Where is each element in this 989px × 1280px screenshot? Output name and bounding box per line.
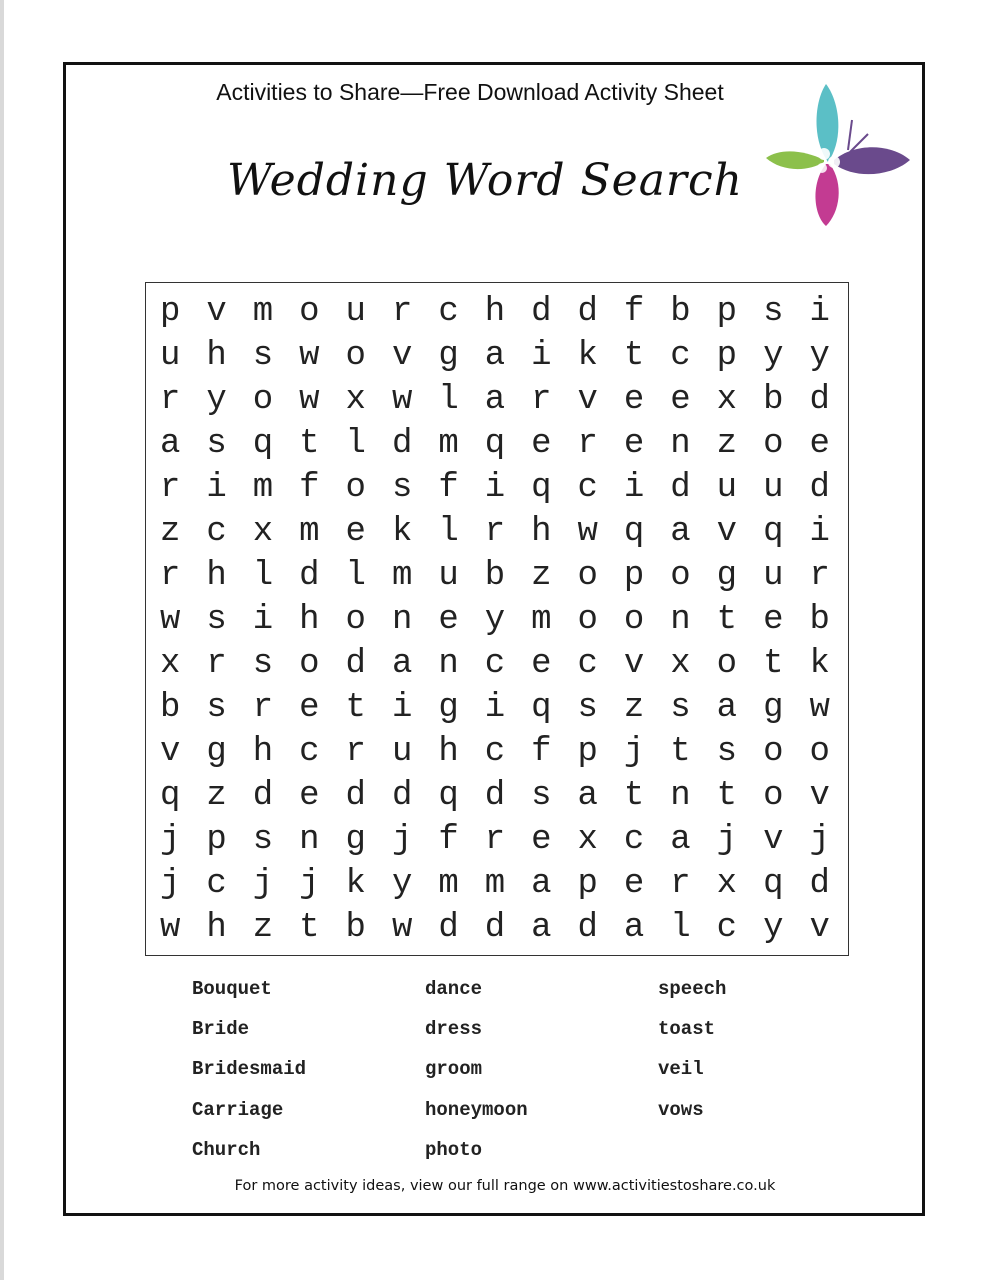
grid-letter: r [391, 293, 413, 331]
grid-letter: z [159, 513, 181, 551]
grid-letter: c [206, 865, 227, 903]
grid-letter: a [577, 777, 598, 815]
grid-letter: u [345, 293, 366, 331]
grid-letter: o [716, 645, 738, 683]
grid-letter: c [484, 645, 506, 683]
grid-letter: p [159, 293, 181, 331]
grid-letter: i [623, 469, 645, 507]
grid-letter: s [577, 689, 598, 727]
grid-letter: n [438, 645, 459, 683]
grid-letter: v [623, 645, 645, 683]
grid-letter: q [763, 865, 784, 903]
grid-letter: q [623, 513, 645, 551]
grid-letter: w [391, 909, 413, 947]
grid-letter: h [299, 601, 320, 639]
grid-letter: v [206, 293, 227, 331]
grid-letter: r [531, 381, 552, 419]
word-list [192, 974, 812, 1174]
grid-letter: r [159, 469, 181, 507]
grid-letter: n [391, 601, 413, 639]
grid-letter: o [763, 733, 784, 771]
grid-letter: c [577, 469, 598, 507]
word-column-2 [425, 974, 528, 1175]
grid-letter: j [159, 821, 181, 859]
logo-petal-bottom [815, 164, 838, 226]
grid-letter: d [577, 909, 598, 947]
word-column-1 [192, 974, 306, 1175]
grid-row [146, 554, 843, 598]
grid-letter: o [299, 645, 320, 683]
grid-letter: t [716, 777, 738, 815]
grid-letter: q [531, 469, 552, 507]
grid-letter: u [763, 557, 784, 595]
grid-letter: h [438, 733, 459, 771]
grid-letter: j [391, 821, 413, 859]
grid-letter: q [159, 777, 181, 815]
grid-letter: h [206, 557, 227, 595]
grid-letter: w [577, 513, 598, 551]
grid-letter: d [809, 469, 830, 507]
grid-letter: o [345, 469, 366, 507]
grid-letter: c [623, 821, 645, 859]
grid-letter: r [345, 733, 366, 771]
grid-letter: v [809, 909, 830, 947]
logo-petal-left [766, 151, 824, 169]
grid-letter: c [206, 513, 227, 551]
grid-row [146, 818, 843, 862]
grid-letter: b [670, 293, 691, 331]
logo-petal-right [834, 147, 910, 174]
grid-letter: r [809, 557, 830, 595]
grid-letter: s [252, 645, 274, 683]
grid-letter: y [763, 337, 784, 375]
grid-letter: p [716, 293, 738, 331]
grid-letter: z [206, 777, 227, 815]
grid-row [146, 774, 843, 818]
grid-letter: d [299, 557, 320, 595]
grid-letter: f [438, 469, 459, 507]
grid-letter: a [623, 909, 645, 947]
grid-letter: u [438, 557, 459, 595]
grid-letter: z [252, 909, 274, 947]
word-item: Bridesmaid [192, 1058, 307, 1081]
grid-letter: n [670, 777, 691, 815]
grid-letter: e [531, 425, 552, 463]
grid-letter: c [670, 337, 691, 375]
grid-letter: t [716, 601, 738, 639]
grid-letter: y [763, 909, 784, 947]
grid-letter: p [623, 557, 645, 595]
grid-letter: g [438, 337, 459, 375]
grid-letter: b [763, 381, 784, 419]
grid-letter: b [345, 909, 366, 947]
grid-letter: w [809, 689, 830, 727]
grid-letter: q [763, 513, 784, 551]
grid-letter: o [345, 337, 366, 375]
grid-letter: g [438, 689, 459, 727]
grid-letter: p [206, 821, 227, 859]
grid-letter: s [716, 733, 738, 771]
grid-letter: s [531, 777, 552, 815]
grid-letter: d [391, 425, 413, 463]
word-item: honeymoon [425, 1098, 528, 1121]
grid-letter: l [345, 557, 366, 595]
grid-letter: j [299, 865, 320, 903]
grid-letter: l [438, 381, 459, 419]
grid-letter: t [670, 733, 691, 771]
grid-letter: y [391, 865, 413, 903]
grid-letter: m [391, 557, 413, 595]
grid-letter: d [391, 777, 413, 815]
grid-letter: a [531, 865, 552, 903]
grid-letter: w [159, 909, 181, 947]
grid-letter: r [252, 689, 274, 727]
grid-letter: j [623, 733, 645, 771]
grid-letter: m [484, 865, 506, 903]
grid-row [146, 334, 843, 378]
grid-letter: f [623, 293, 645, 331]
grid-row [146, 906, 843, 950]
grid-letter: r [670, 865, 691, 903]
grid-letter: t [345, 689, 366, 727]
grid-letter: l [345, 425, 366, 463]
grid-row [146, 598, 843, 642]
grid-letter: x [159, 645, 181, 683]
grid-letter: s [206, 425, 227, 463]
grid-letter: k [391, 513, 413, 551]
grid-letter: r [206, 645, 227, 683]
grid-letter: q [438, 777, 459, 815]
grid-letter: c [484, 733, 506, 771]
grid-letter: z [531, 557, 552, 595]
grid-letter: v [763, 821, 784, 859]
grid-letter: x [716, 865, 738, 903]
grid-letter: v [809, 777, 830, 815]
grid-letter: s [391, 469, 413, 507]
grid-letter: b [159, 689, 181, 727]
grid-letter: e [299, 777, 320, 815]
grid-letter: y [206, 381, 227, 419]
grid-letter: y [484, 601, 506, 639]
grid-letter: k [345, 865, 366, 903]
grid-row [146, 642, 843, 686]
grid-letter: w [299, 381, 320, 419]
grid-letter: e [531, 821, 552, 859]
grid-letter: i [252, 601, 274, 639]
grid-letter: o [345, 601, 366, 639]
grid-letter: o [763, 777, 784, 815]
grid-letter: n [670, 601, 691, 639]
grid-letter: a [716, 689, 738, 727]
grid-letter: d [345, 645, 366, 683]
grid-letter: u [391, 733, 413, 771]
grid-row [146, 862, 843, 906]
grid-letter: g [206, 733, 227, 771]
grid-letter: f [531, 733, 552, 771]
grid-letter: x [716, 381, 738, 419]
grid-letter: p [577, 865, 598, 903]
grid-letter: c [577, 645, 598, 683]
grid-letter: e [623, 381, 645, 419]
grid-letter: j [159, 865, 181, 903]
grid-letter: t [623, 337, 645, 375]
grid-letter: j [252, 865, 274, 903]
grid-letter: d [809, 865, 830, 903]
grid-letter: e [299, 689, 320, 727]
grid-row [146, 290, 843, 334]
grid-letter: m [252, 293, 274, 331]
grid-letter: p [716, 337, 738, 375]
grid-letter: s [252, 337, 274, 375]
grid-letter: r [577, 425, 598, 463]
grid-letter: s [763, 293, 784, 331]
grid-letter: x [577, 821, 598, 859]
grid-letter: e [438, 601, 459, 639]
grid-letter: a [484, 381, 506, 419]
grid-letter: e [531, 645, 552, 683]
butterfly-logo-icon [764, 80, 912, 230]
grid-letter: d [438, 909, 459, 947]
grid-letter: d [252, 777, 274, 815]
grid-letter: p [577, 733, 598, 771]
grid-letter: d [345, 777, 366, 815]
grid-letter: t [299, 425, 320, 463]
grid-letter: o [577, 601, 598, 639]
grid-letter: y [809, 337, 830, 375]
grid-letter: l [438, 513, 459, 551]
grid-letter: v [716, 513, 738, 551]
grid-letter: l [252, 557, 274, 595]
grid-letter: x [670, 645, 691, 683]
grid-letter: i [809, 513, 830, 551]
grid-letter: h [531, 513, 552, 551]
grid-letter: e [670, 381, 691, 419]
grid-letter: i [391, 689, 413, 727]
grid-row [146, 466, 843, 510]
grid-letter: r [159, 557, 181, 595]
word-item: photo [425, 1138, 483, 1161]
word-item: dress [425, 1018, 483, 1041]
grid-letter: f [299, 469, 320, 507]
page-title: Wedding Word Search [227, 155, 743, 206]
grid-letter: w [391, 381, 413, 419]
grid-letter: w [299, 337, 320, 375]
grid-letter: r [484, 821, 506, 859]
grid-letter: r [484, 513, 506, 551]
grid-letter: i [484, 689, 506, 727]
grid-letter: i [531, 337, 552, 375]
grid-letter: h [206, 909, 227, 947]
grid-letter: e [763, 601, 784, 639]
grid-letter: s [252, 821, 274, 859]
grid-letter: o [252, 381, 274, 419]
grid-letter: m [252, 469, 274, 507]
word-item: Church [192, 1138, 261, 1161]
grid-letter: a [670, 821, 691, 859]
grid-letter: o [623, 601, 645, 639]
grid-letter: m [299, 513, 320, 551]
grid-letter: c [299, 733, 320, 771]
grid-letter: m [438, 425, 459, 463]
grid-letter: d [809, 381, 830, 419]
grid-letter: u [159, 337, 181, 375]
grid-letter: i [484, 469, 506, 507]
grid-letter: q [531, 689, 552, 727]
grid-letter: b [484, 557, 506, 595]
word-item: Bouquet [192, 978, 272, 1000]
grid-letter: x [345, 381, 366, 419]
grid-letter: s [206, 601, 227, 639]
word-item: Bride [192, 1018, 250, 1041]
grid-letter: z [716, 425, 738, 463]
grid-letter: d [577, 293, 598, 331]
grid-letter: w [159, 601, 181, 639]
word-column-3 [658, 974, 726, 1135]
grid-letter: r [159, 381, 181, 419]
grid-letter: h [484, 293, 506, 331]
grid-letter: a [670, 513, 691, 551]
grid-letter: k [809, 645, 830, 683]
grid-letter: j [809, 821, 830, 859]
grid-letter: h [252, 733, 274, 771]
grid-letter: v [391, 337, 413, 375]
grid-letter: m [438, 865, 459, 903]
grid-letter: d [531, 293, 552, 331]
grid-letter: n [670, 425, 691, 463]
grid-letter: t [299, 909, 320, 947]
grid-letter: f [438, 821, 459, 859]
grid-row [146, 378, 843, 422]
grid-letter: u [716, 469, 738, 507]
grid-letter: o [670, 557, 691, 595]
header-text: Activities to Share—Free Download Activity Sheet [216, 79, 724, 105]
footer-text: For more activity ideas, view our full range on www.activitiestoshare.co.uk [234, 1178, 776, 1194]
grid-letter: z [623, 689, 645, 727]
grid-letter: g [716, 557, 738, 595]
grid-letter: l [670, 909, 691, 947]
word-item: vows [658, 1098, 704, 1121]
grid-letter: k [577, 337, 598, 375]
grid-letter: c [438, 293, 459, 331]
grid-letter: a [391, 645, 413, 683]
grid-letter: i [809, 293, 830, 331]
word-search-grid [146, 290, 843, 950]
grid-letter: t [623, 777, 645, 815]
grid-letter: b [809, 601, 830, 639]
word-item: Carriage [192, 1098, 284, 1121]
grid-row [146, 422, 843, 466]
grid-letter: e [345, 513, 366, 551]
grid-letter: m [531, 601, 552, 639]
grid-letter: u [763, 469, 784, 507]
grid-letter: n [299, 821, 320, 859]
grid-letter: q [252, 425, 274, 463]
grid-letter: i [206, 469, 227, 507]
grid-row [146, 686, 843, 730]
word-item: speech [658, 978, 727, 1000]
grid-letter: v [159, 733, 181, 771]
grid-letter: a [531, 909, 552, 947]
grid-letter: d [670, 469, 691, 507]
word-item: dance [425, 978, 483, 1000]
word-item: toast [658, 1018, 716, 1041]
grid-letter: e [623, 425, 645, 463]
grid-letter: g [763, 689, 784, 727]
grid-letter: o [809, 733, 830, 771]
grid-letter: c [716, 909, 738, 947]
grid-letter: e [809, 425, 830, 463]
word-item: veil [658, 1058, 704, 1081]
grid-letter: a [484, 337, 506, 375]
grid-letter: s [206, 689, 227, 727]
grid-letter: t [763, 645, 784, 683]
grid-letter: h [206, 337, 227, 375]
grid-letter: v [577, 381, 598, 419]
grid-letter: s [670, 689, 691, 727]
word-item: groom [425, 1058, 483, 1081]
grid-letter: o [763, 425, 784, 463]
grid-letter: e [623, 865, 645, 903]
grid-letter: d [484, 777, 506, 815]
grid-letter: g [345, 821, 366, 859]
grid-letter: o [577, 557, 598, 595]
grid-row [146, 730, 843, 774]
grid-letter: a [159, 425, 181, 463]
grid-row [146, 510, 843, 554]
grid-letter: q [484, 425, 506, 463]
grid-letter: d [484, 909, 506, 947]
grid-letter: x [252, 513, 274, 551]
grid-letter: j [716, 821, 738, 859]
grid-letter: o [299, 293, 320, 331]
